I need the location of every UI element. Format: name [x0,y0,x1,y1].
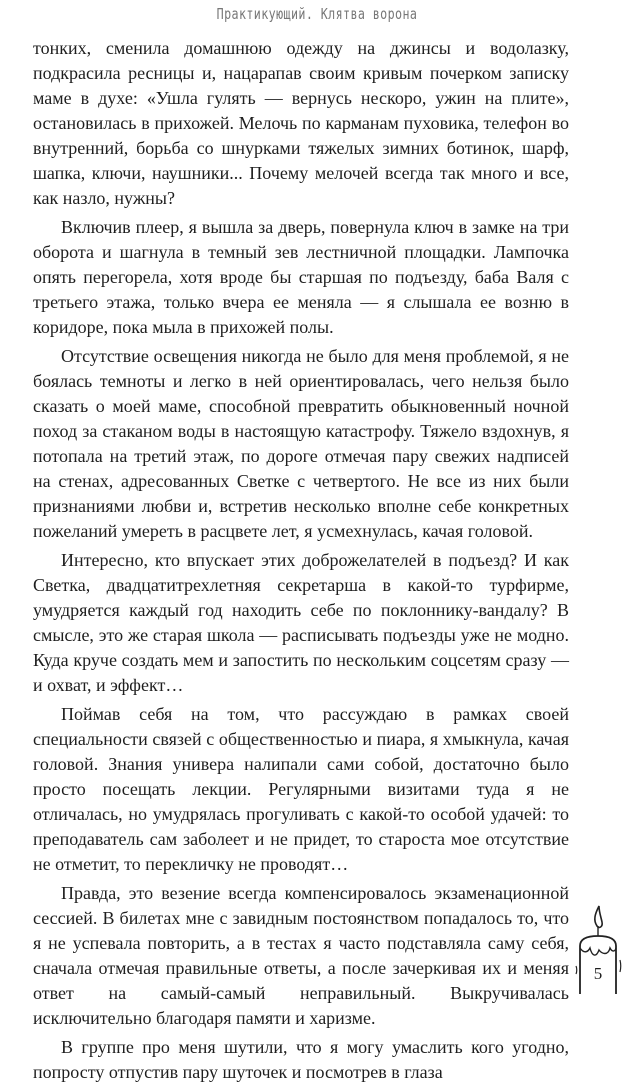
page-number: 5 [593,964,603,983]
body-text [33,36,569,1089]
running-title: Практикующий. Клятва ворона [216,5,418,23]
page-number-ornament [566,902,630,998]
paragraph: Правда, это везение всегда компенсировалось экзаменационной сессией. В билетах мне с завидным постоянством попадалось то, что я не успевала повторить, а в тестах я часто подставляла саму себя, сначала отмечая правильные ответы, а после зачеркивая их и меняя ответ на самый-самый неправильный. Выкручивалась исключительно благодаря памяти и харизме. [33,883,569,1028]
paragraph: Включив плеер, я вышла за дверь, повернула ключ в замке на три оборота и шагнула в темный зев лестничной площадки. Лампочка опять перегорела, хотя вроде бы старшая по подъезду, баба Валя с третьего этажа, только вчера ее меняла — я слышала ее возню в коридоре, пока мыла в прихожей полы. [33,217,569,337]
paragraph: Отсутствие освещения никогда не было для меня проблемой, я не боялась темноты и легко в ней ориентировалась, чего нельзя было сказать о моей маме, способной превратить обыкновенный ночной поход за стаканом воды в настоящую катастрофу. Тяжело вздохнув, я потопала на третий этаж, по дороге отмечая пару свежих надписей на стенах, адресованных Светке с четвертого. Не все из них были признаниями любви и, встретив несколько вполне себе конкретных пожеланий умереть в расцвете лет, я усмехнулась, качая головой. [33,346,569,541]
paragraph: Интересно, кто впускает этих доброжелателей в подъезд? И как Светка, двадцатитрехлетняя секретарша в какой-то турфирме, умудряется каждый год находить себе по поклоннику-вандалу? В смысле, это же старая школа — расписывать подъезды уже не модно. Куда круче создать мем и запостить по нескольким соцсетям сразу — и охват, и эффект… [33,550,569,695]
paragraph: Поймав себя на том, что рассуждаю в рамках своей специальности связей с общественностью и пиара, я хмыкнула, качая головой. Знания универа налипали сами собой, достаточно было просто посещать лекции. Регулярными визитами туда я не отличалась, но умудрялась прогуливать с какой-то особой удачей: то преподаватель сам заболеет и не придет, то староста мое отсутствие не отметит, то перекличку не проводят… [33,704,569,874]
paragraph: В группе про меня шутили, что я могу умаслить кого угодно, попросту отпустив пару шуточек и посмотрев в глаза [33,1037,569,1082]
paragraph-continuation: тонких, сменила домашнюю одежду на джинсы и водолазку, подкрасила ресницы и, нацарапав своим кривым почерком записку маме в духе: «Ушла гулять — вернусь нескоро, ужин на плите», остановилась в прихожей. Мелочь по карманам пуховика, телефон во внутренний, борьба со шнурками тяжелых зимних ботинок, шарф, шапка, ключи, наушники... Почему мелочей всегда так много и все, как назло, нужны? [33,38,569,208]
